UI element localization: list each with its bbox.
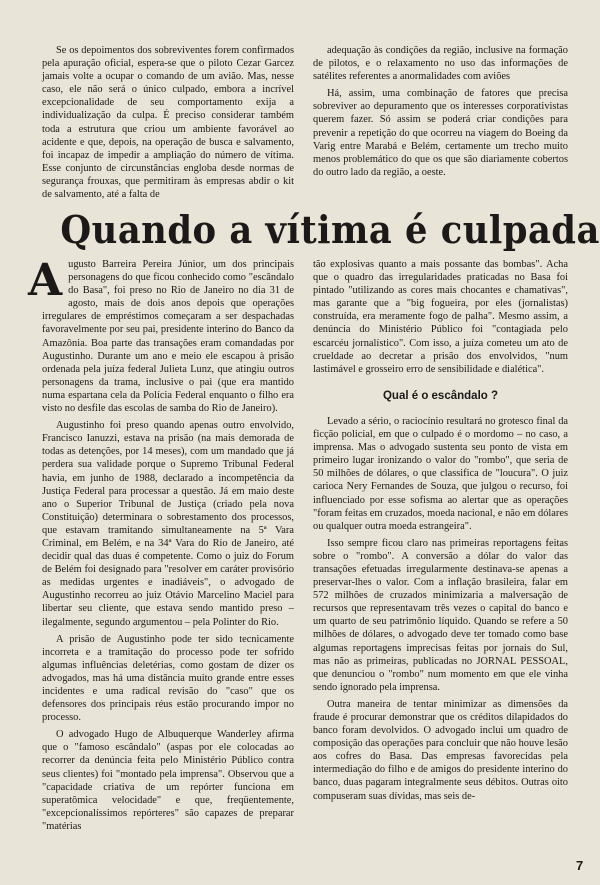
section-subhead: Qual é o escândalo ? [382, 389, 499, 402]
article-left-column [28, 255, 294, 833]
intro-left-paragraph-1: Se os depoimentos dos sobreviventes forem confirmados pela apuração oficial, espera-se que o piloto Cezar Garcez jamais volte a ocupar o comando de um avião. Mas, nesse caso, ele não será o único culpado, embora a incrível excepcionalidade de seu comportamento exija a individualização da culpa. É preciso considerar também toda a estrutura que criou um ambiente favorável ao acidente e que, depois, na operação de busca e salvamento, foi incapaz de impedir a ampliação do número de vítima. Esse conjunto de circunstâncias engloba desde normas de segurança frouxas, que permitiram às empresas abdir o kit de salvamento, até a falta de [42, 45, 294, 201]
intro-left-column [42, 44, 294, 201]
drop-cap: A [28, 255, 63, 306]
article-paragraph-8: Outra maneira de tentar minimizar as dimensões da fraude é procurar demonstrar que os créditos dilapidados do banco foram devolvidos. O advogado inclui um quadro de composição das operações para concluir que não houve lesão aos cofres do Basa. Das empresas favorecidas pela intermediação do filho e de amigos do presidente interino do banco, duas pagaram integralmente seus débitos. Outras oito compuseram suas dívidas, mas seis de- [313, 698, 568, 802]
article-paragraph-2: Augustinho foi preso quando apenas outro envolvido, Francisco Ianuzzi, estava na prisão (na mais demorada de todas as detenções, por 14 meses), com um mandado que já perdera sua validade porque o Supremo Tribunal Federal havia, em junho de 1988, declarado a incompetência da Justiça Federal para processar a questão. Já em maio deste ano o Superior Tribunal de Justiça (criado pela nova Constituição) determinara o sobrestamento dos processos, que estavam tramitando simultaneamente na 5ª Vara Criminal, em Belém, e na 34ª Vara do Rio de Janeiro, até decidir qual das duas é competente. Como o juiz do Forum de Belém foi designado para "resolver em caráter provisório as medidas urgentes e inadiáveis", o advogado de Augustinho recorreu ao juiz Otávio Marcelino Maciel para libertar seu cliente, que estava sendo mantido preso – ilegalmente, segundo argumentou – pela Polinter do Rio. [42, 420, 294, 628]
article-paragraph-1 [28, 255, 294, 415]
intro-right-column [313, 44, 568, 179]
article-paragraph-7: Isso sempre ficou claro nas primeiras reportagens feitas sobre o "rombo". A conversão a dólar do valor das transações efetuadas irregularmente destinava-se apenas a preservar-lhes o valor. Com a inflação brasileira, falar em 572 milhões de cruzados minimizaria a malversação de recursos que representavam três vezes o capital do banco e um quarto de seu patrimônio líquido. Quando se refere a 50 milhões de dólares, o advogado deve ter tomado como base algumas reportagens imprecisas feitas por jornais do Sul, mas não as primeiras, publicadas no JORNAL PESSOAL, que denunciou o "rombo" num momento em que ele vinha sendo ignorado pela imprensa. [313, 537, 568, 693]
intro-right-paragraph-2: Há, assim, uma combinação de fatores que precisa sobreviver ao depuramento que os interesses corporativistas querem fazer. Só assim se poderá criar condições para prevenir a repetição do que ocorreu na viagem do Boeing da Varig entre Marabá e Belém, certamente um trecho muito menos problemático do que os que são diariamente cobertos do outro lado da região, a oeste. [313, 88, 568, 178]
article-paragraph-5: tão explosivas quanto a mais possante das bombas". Acha que o quadro das irregularidades praticadas no Basa foi pintado "utilizando as cores mais chocantes e chamativas", mas garante que a "big fogueira, por eles (jornalistas) construída, era meramente fogo de palha". Mesmo assim, a denúncia do Ministério Público foi "contagiada pelo escarcéu jornalístico". Com isso, a juíza cometeu um ato de crueldade ao decretar a prisão dos envolvidos, "num lastimável e grosseiro erro de sensibilidade e dialética". [313, 259, 568, 375]
article-paragraph-1-text: ugusto Barreira Pereira Júnior, um dos principais personagens do que ficou conhecido como "escândalo do Basa", foi preso no Rio de Janeiro no dia 31 de agosto, mais de dois anos depois que operações irregulares de empréstimos começaram a ser despachadas favoravelmente por seu pai, presidente interino do Banco da Amazônia. Boa parte das transações eram comandadas por Augustinho. Durante um ano e meio ele escapou à prisão ordenada pela juíza federal Julieta Lunz, que atingiu outros personagens da trama, inclusive o pai (que era mantido numa espartana cela da Polícia Federal enquanto o filho era visto no desfile das escolas de samba do Rio de Janeiro). [42, 259, 294, 415]
article-paragraph-6: Levado a sério, o raciocínio resultará no grotesco final da ficção policial, em que o culpado é o mordomo – no caso, a imprensa. Mas o advogado sustenta seu ponto de vista em primeiro lugar ironizando o valor do "rombo", que seria de 50 milhões de dólares, o que classifica de "loucura". O juiz carioca Nery Fernandes de Souza, que julgou o recurso, foi influenciado por esse sofisma ao alertar que as operações "foram feitas em cruzados, moeda nacional, e não em dólares ou qualquer outra moeda estrangeira". [313, 415, 568, 532]
article-paragraph-4: O advogado Hugo de Albuquerque Wanderley afirma que o "famoso escândalo" (aspas por ele colocadas ao recorrer da denúncia feita pelo Ministério Público contra seus clientes) foi "montado pela imprensa". Observou que a "capacidade criativa de um repórter funciona em superatômica velocidade" e que, freqüentemente, "excepcionalíssimos repórteres" são capazes de preparar "matérias [42, 729, 294, 832]
article-headline: Quando a vítima é culpada [60, 207, 600, 252]
page-number: 7 [576, 858, 584, 873]
article-right-column [313, 258, 568, 803]
article-paragraph-3: A prisão de Augustinho pode ter sido tecnicamente incorreta e a tramitação do processo pode ter sofrido algumas influências deletérias, como gostam de dizer os advogados, mas há uma distância muito grande entre esses incidentes e uma radical revisão do "caso" que os defensores dos principais réus estão procurando impor no processo. [42, 633, 294, 724]
intro-right-paragraph-1: adequação às condições da região, inclusive na formação de pilotos, e o relaxamento no uso das informações de satélites referentes a anormalidades com aviões [313, 45, 568, 83]
